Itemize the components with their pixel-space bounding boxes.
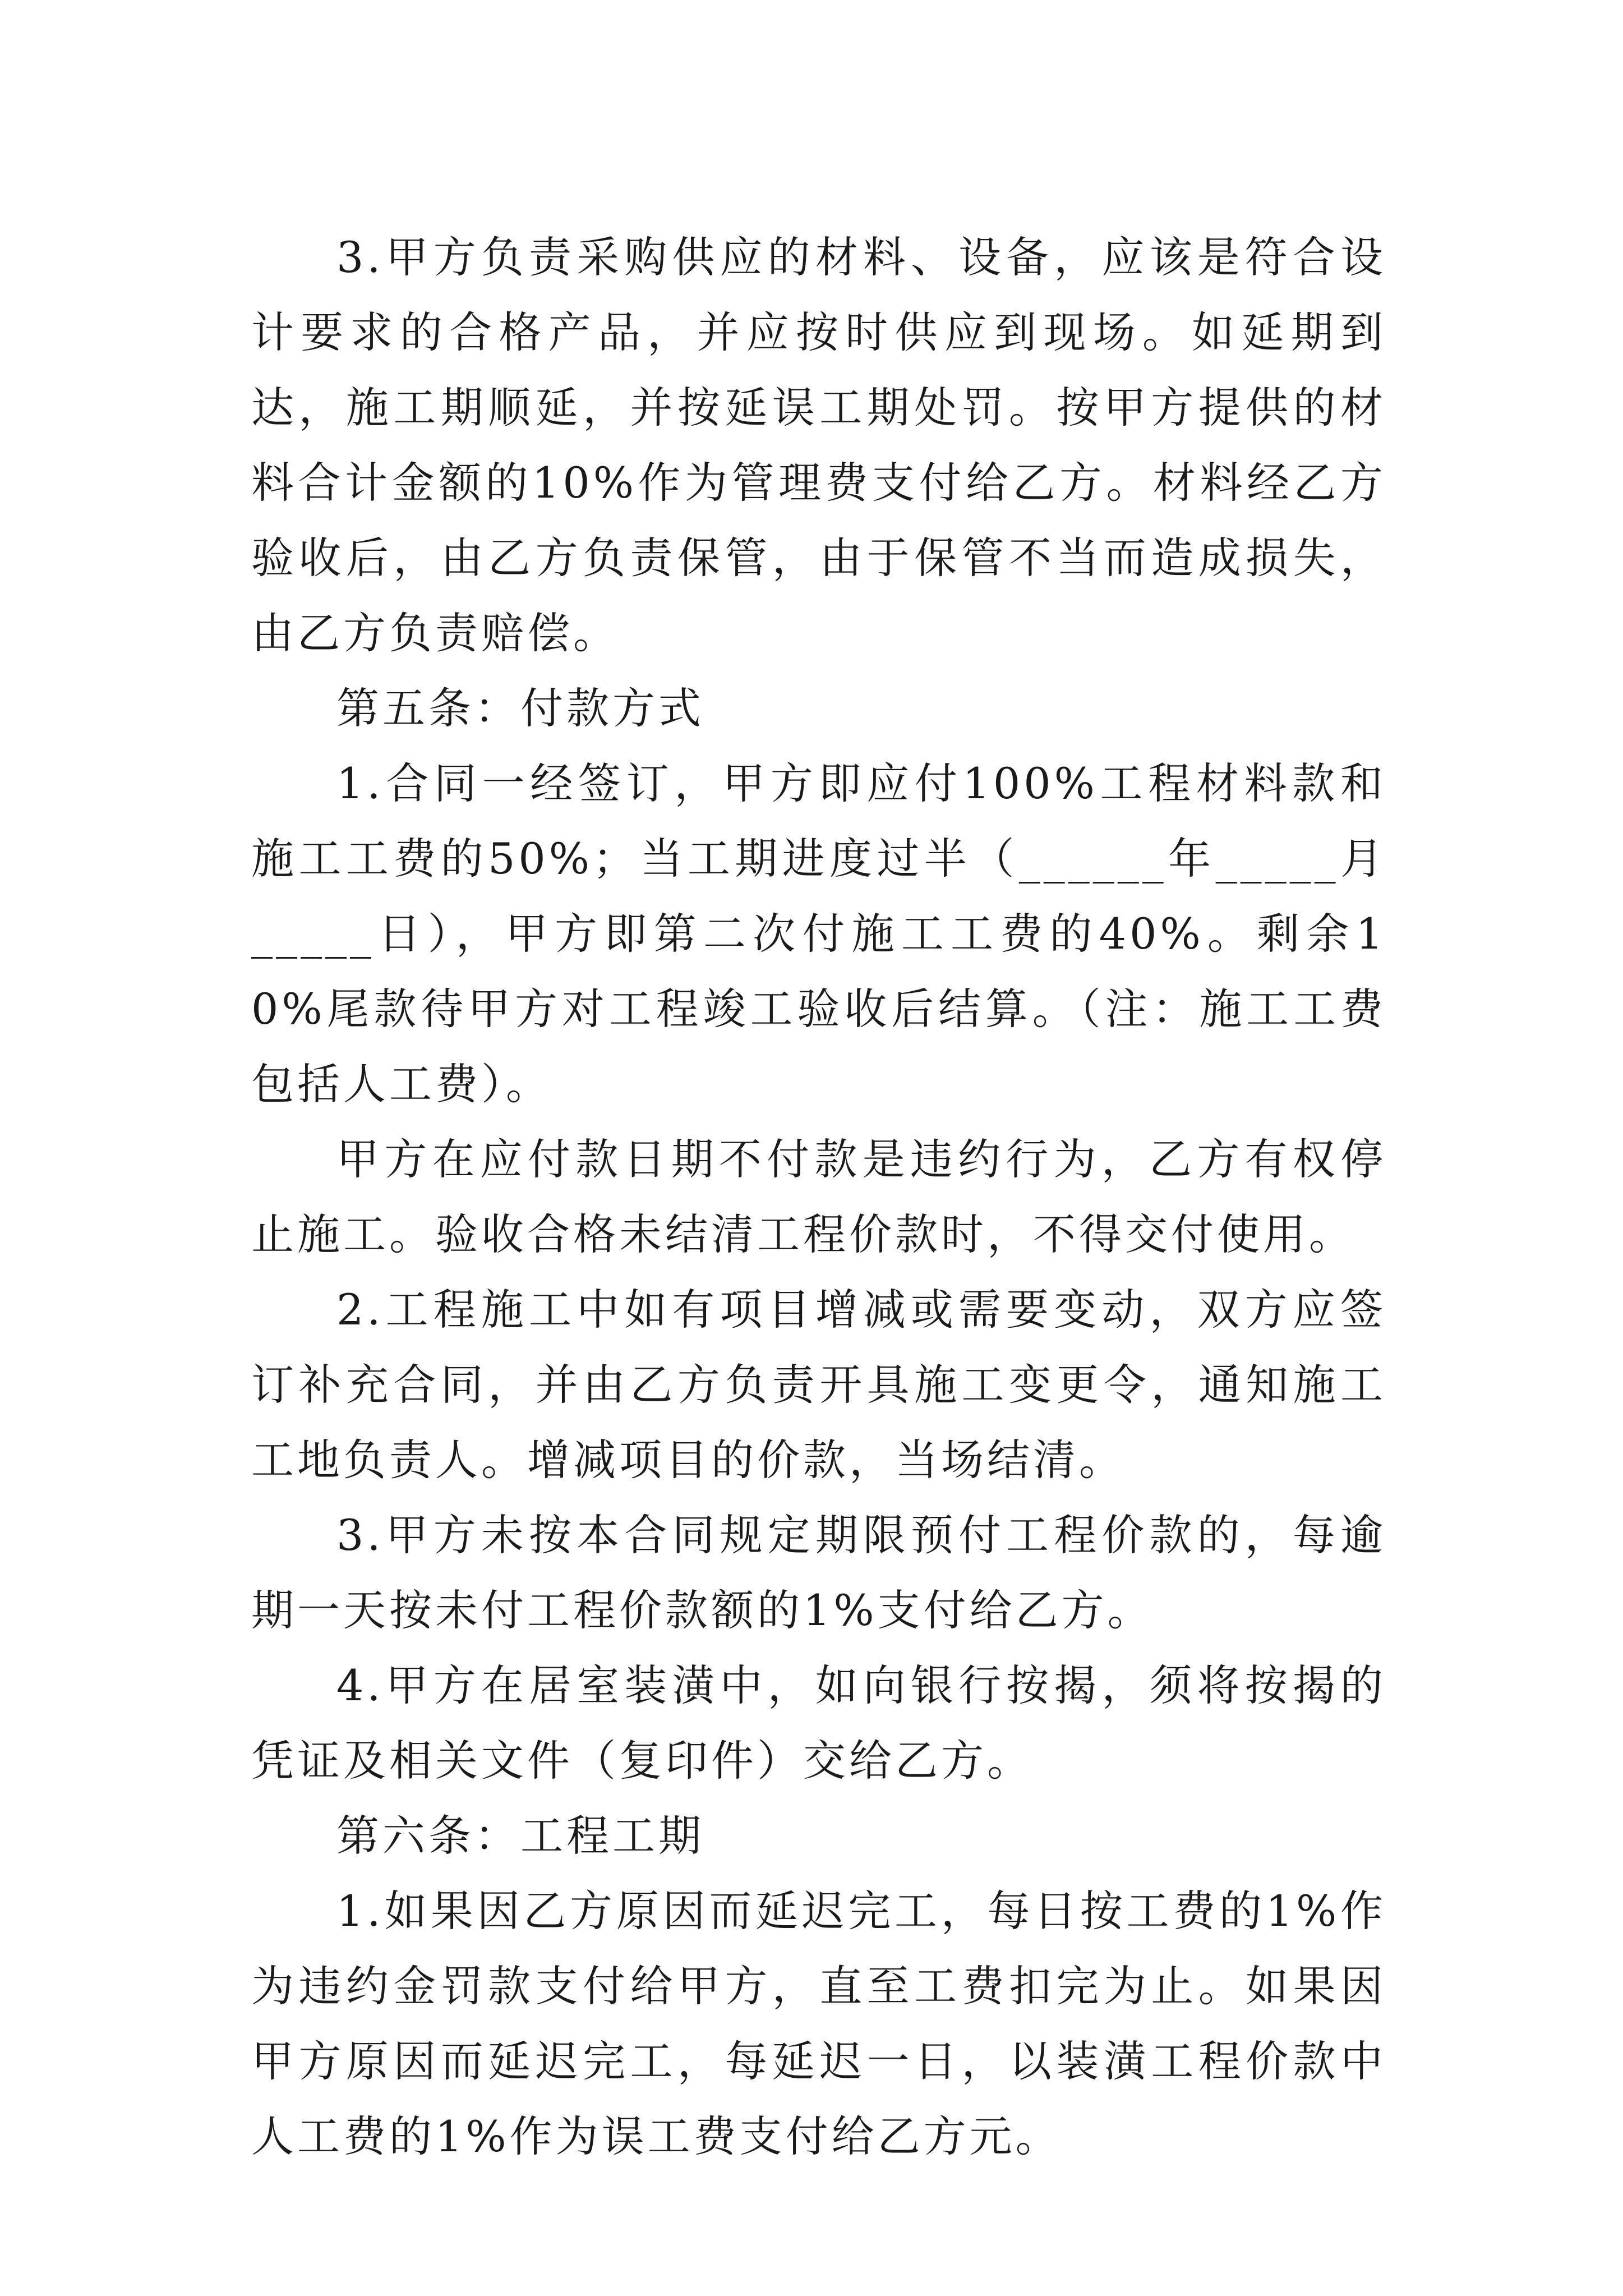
paragraph-mortgage: 4.甲方在居室装潢中，如向银行按揭，须将按揭的凭证及相关文件（复印件）交给乙方。: [251, 1660, 1386, 1786]
section-heading-payment: 第五条：付款方式: [336, 683, 704, 733]
paragraph-late-payment: 3.甲方未按本合同规定期限预付工程价款的，每逾期一天按未付工程价款额的1%支付给乙方。: [251, 1510, 1386, 1635]
paragraph-delay-penalty: 1.如果因乙方原因而延迟完工，每日按工费的1%作为违约金罚款支付给甲方，直至工费扣完为止。如果因甲方原因而延迟完工，每延迟一日，以装潢工程价款中人工费的1%作为误工费支付给乙方元。: [251, 1886, 1386, 2161]
document-body: [251, 220, 1386, 2174]
paragraph-project-changes: 2.工程施工中如有项目增减或需要变动，双方应签订补充合同，并由乙方负责开具施工变更令，通知施工工地负责人。增减项目的价款，当场结清。: [251, 1285, 1386, 1485]
paragraph-payment-schedule: 1.合同一经签订，甲方即应付100%工程材料款和施工工费的50%；当工期进度过半（______年_____月_____日），甲方即第二次付施工工费的40%。剩余10%尾款待甲方对工程竣工验收后结算。（注：施工工费包括人工费）。: [251, 758, 1386, 1109]
paragraph-payment-default: 甲方在应付款日期不付款是违约行为，乙方有权停止施工。验收合格未结清工程价款时，不得交付使用。: [251, 1134, 1386, 1259]
section-heading-schedule: 第六条：工程工期: [336, 1811, 704, 1861]
paragraph-material-supply: 3.甲方负责采购供应的材料、设备，应该是符合设计要求的合格产品，并应按时供应到现场。如延期到达，施工期顺延，并按延误工期处罚。按甲方提供的材料合计金额的10%作为管理费支付给乙方。材料经乙方验收后，由乙方负责保管，由于保管不当而造成损失，由乙方负责赔偿。: [251, 232, 1386, 658]
